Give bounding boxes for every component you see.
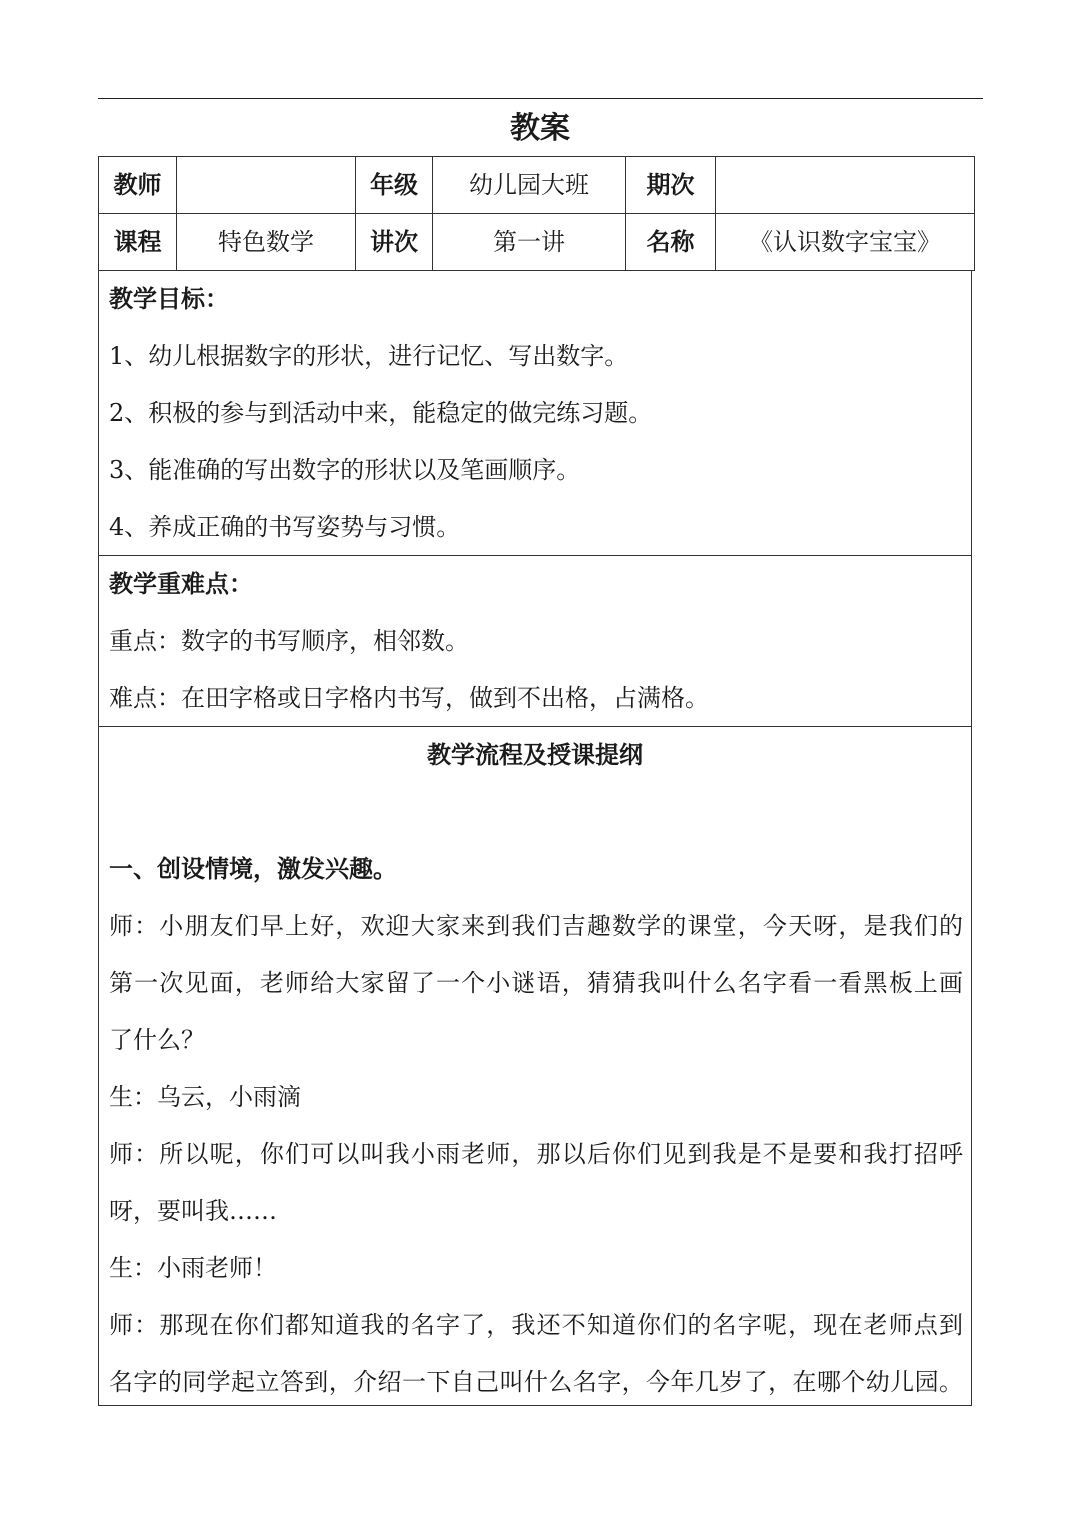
- objective-item: 2、积极的参与到活动中来，能稳定的做完练习题。: [109, 399, 653, 427]
- grade-value: 幼儿园大班: [433, 157, 626, 214]
- teacher-label: 教师: [99, 157, 177, 214]
- page-title: 教案: [510, 111, 570, 146]
- objectives-heading: 教学目标：: [109, 285, 229, 313]
- key-point-item: 重点：数字的书写顺序，相邻数。: [109, 627, 469, 655]
- key-points-section: [98, 556, 972, 727]
- info-table: [98, 156, 975, 271]
- period-value: [716, 157, 975, 214]
- dialogue-line: 师：小朋友们早上好，欢迎大家来到我们吉趣数学的课堂，今天呀，是我们的: [109, 912, 963, 940]
- dialogue-line: 师：所以呢，你们可以叫我小雨老师，那以后你们见到我是不是要和我打招呼: [109, 1140, 963, 1168]
- objectives-section: [98, 271, 972, 556]
- process-section: [98, 727, 972, 1406]
- info-row-2: [99, 214, 975, 271]
- dialogue-line: 了什么？: [109, 1026, 205, 1054]
- course-value: 特色数学: [177, 214, 356, 271]
- process-heading: 教学流程及授课提纲: [427, 741, 643, 769]
- objective-item: 3、能准确的写出数字的形状以及笔画顺序。: [109, 456, 581, 484]
- name-label: 名称: [626, 214, 716, 271]
- period-label: 期次: [626, 157, 716, 214]
- key-points-heading: 教学重难点：: [109, 570, 253, 598]
- grade-label: 年级: [356, 157, 433, 214]
- dialogue-line: 呀，要叫我……: [109, 1197, 277, 1225]
- dialogue-line: 生：乌云，小雨滴: [109, 1083, 301, 1111]
- dialogue-line: 师：那现在你们都知道我的名字了，我还不知道你们的名字呢，现在老师点到: [109, 1311, 963, 1339]
- objective-item: 1、幼儿根据数字的形状，进行记忆、写出数字。: [109, 342, 629, 370]
- info-row-1: [99, 157, 975, 214]
- name-value: 《认识数字宝宝》: [716, 214, 975, 271]
- dialogue-line: 生：小雨老师！: [109, 1254, 277, 1282]
- lecture-label: 讲次: [356, 214, 433, 271]
- dialogue-line: 第一次见面，老师给大家留了一个小谜语，猜猜我叫什么名字看一看黑板上画: [109, 969, 963, 997]
- lecture-value: 第一讲: [433, 214, 626, 271]
- key-point-item: 难点：在田字格或日字格内书写，做到不出格，占满格。: [109, 684, 709, 712]
- step-heading: 一、创设情境，激发兴趣。: [109, 855, 397, 883]
- course-label: 课程: [99, 214, 177, 271]
- teacher-value: [177, 157, 356, 214]
- dialogue-line: 名字的同学起立答到，介绍一下自己叫什么名字，今年几岁了，在哪个幼儿园。: [109, 1368, 963, 1396]
- top-rule: [98, 98, 983, 99]
- objective-item: 4、养成正确的书写姿势与习惯。: [109, 513, 461, 541]
